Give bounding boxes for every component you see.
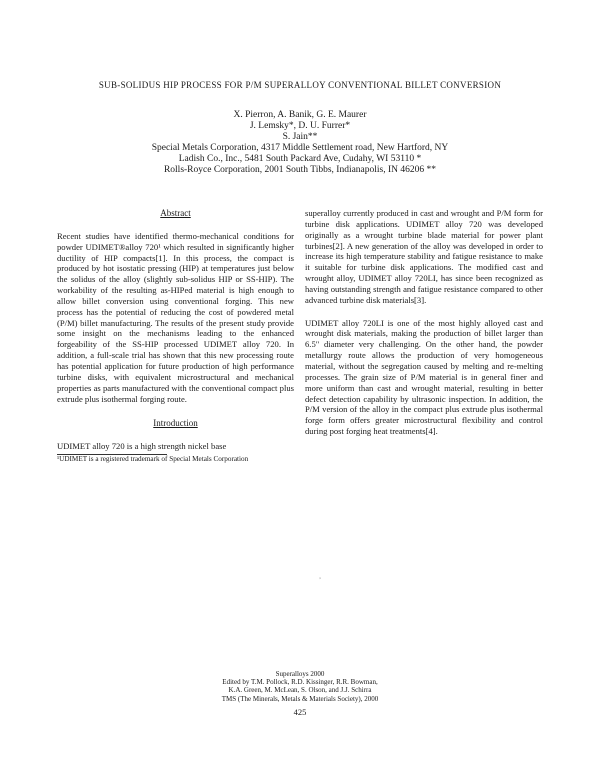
publication-line: Edited by T.M. Pollock, R.D. Kissinger, R.R. Bowman, — [222, 678, 378, 687]
page-number: 425 — [293, 707, 307, 717]
author-line: J. Lemsky*, D. U. Furrer* — [249, 121, 351, 131]
stray-mark: ‚ — [319, 574, 321, 580]
publication-line: Superalloys 2000 — [275, 670, 325, 678]
body-paragraph: superalloy currently produced in cast and wrought and P/M form for turbine disk applications. UDIMET alloy 720 was developed originally as a wrought turbine blade material for power plant turbines[2]. A new generation of the alloy was developed in order to increase its high temperature stability and fatigue resistance to make it suitable for turbine disk applications. The modified cast and wrought alloy, UDIMET alloy 720LI, has since been recognized as having outstanding strength and fatigue resistance compared to other advanced turbine disk materials[3]. — [305, 208, 543, 305]
publication-line: K.A. Green, M. McLean, S. Olson, and J.J. Schirra — [228, 686, 372, 695]
footnote: ¹UDIMET is a registered trademark of Special Metals Corporation — [57, 455, 249, 464]
author-block — [100, 110, 500, 176]
author-line: X. Pierron, A. Banik, G. E. Maurer — [233, 110, 367, 120]
abstract-heading: Abstract — [160, 208, 191, 218]
affiliation-line: Special Metals Corporation, 4317 Middle Settlement road, New Hartford, NY — [151, 143, 449, 153]
paper-title: SUB-SOLIDUS HIP PROCESS FOR P/M SUPERALLOY CONVENTIONAL BILLET CONVERSION — [98, 80, 502, 90]
body-paragraph: UDIMET alloy 720LI is one of the most highly alloyed cast and wrought disk materials, making the production of billet larger than 6.5" diameter very challenging. On the other hand, the powder metallurgy route allows the production of very homogeneous material, without the segregation caused by melting and re-melting processes. The grain size of P/M material is in general finer and more uniform than cast and wrought material, resulting in better defect detection capability by ultrasonic inspection. In addition, the P/M version of the alloy in the compact plus extrude plus isothermal forge form offers greater microstructural flexibility and control during post forging heat treatments[4]. — [305, 317, 543, 437]
publication-line: TMS (The Minerals, Metals & Materials Society), 2000 — [221, 694, 379, 703]
introduction-heading: Introduction — [153, 418, 198, 429]
introduction-text: UDIMET alloy 720 is a high strength nickel base — [57, 441, 227, 452]
right-column — [305, 208, 543, 437]
affiliation-line: Rolls-Royce Corporation, 2001 South Tibbs, Indianapolis, IN 46206 ** — [163, 165, 437, 175]
affiliation-line: Ladish Co., Inc., 5481 South Packard Ave, Cudahy, WI 53110 * — [178, 154, 422, 164]
left-column — [57, 208, 294, 464]
author-line: S. Jain** — [282, 132, 318, 142]
publication-info — [150, 670, 450, 703]
abstract-text: Recent studies have identified thermo-mechanical conditions for powder UDIMET®alloy 720¹ which resulted in significantly higher ductility of HIP compacts[1]. In this process, the compact is produced by hot isostatic pressing (HIP) at temperatures just below the solidus of the alloy (slightly sub-solidus HIP or SS-HIP). The workability of the resulting as-HIPed material is high enough to allow billet conversion using conventional forging. This new process has the potential of reducing the cost of powdered metal (P/M) billet manufacturing. The results of the present study provide some insight on the mechanisms leading to the enhanced forgeability of the SS-HIP processed UDIMET alloy 720. In addition, a full-scale trial has shown that this new processing route has potential application for future production of high performance turbine disks, with equivalent microstructural and mechanical properties as parts manufactured with the conventional compact plus extrude plus isothermal forging route. — [57, 230, 294, 404]
